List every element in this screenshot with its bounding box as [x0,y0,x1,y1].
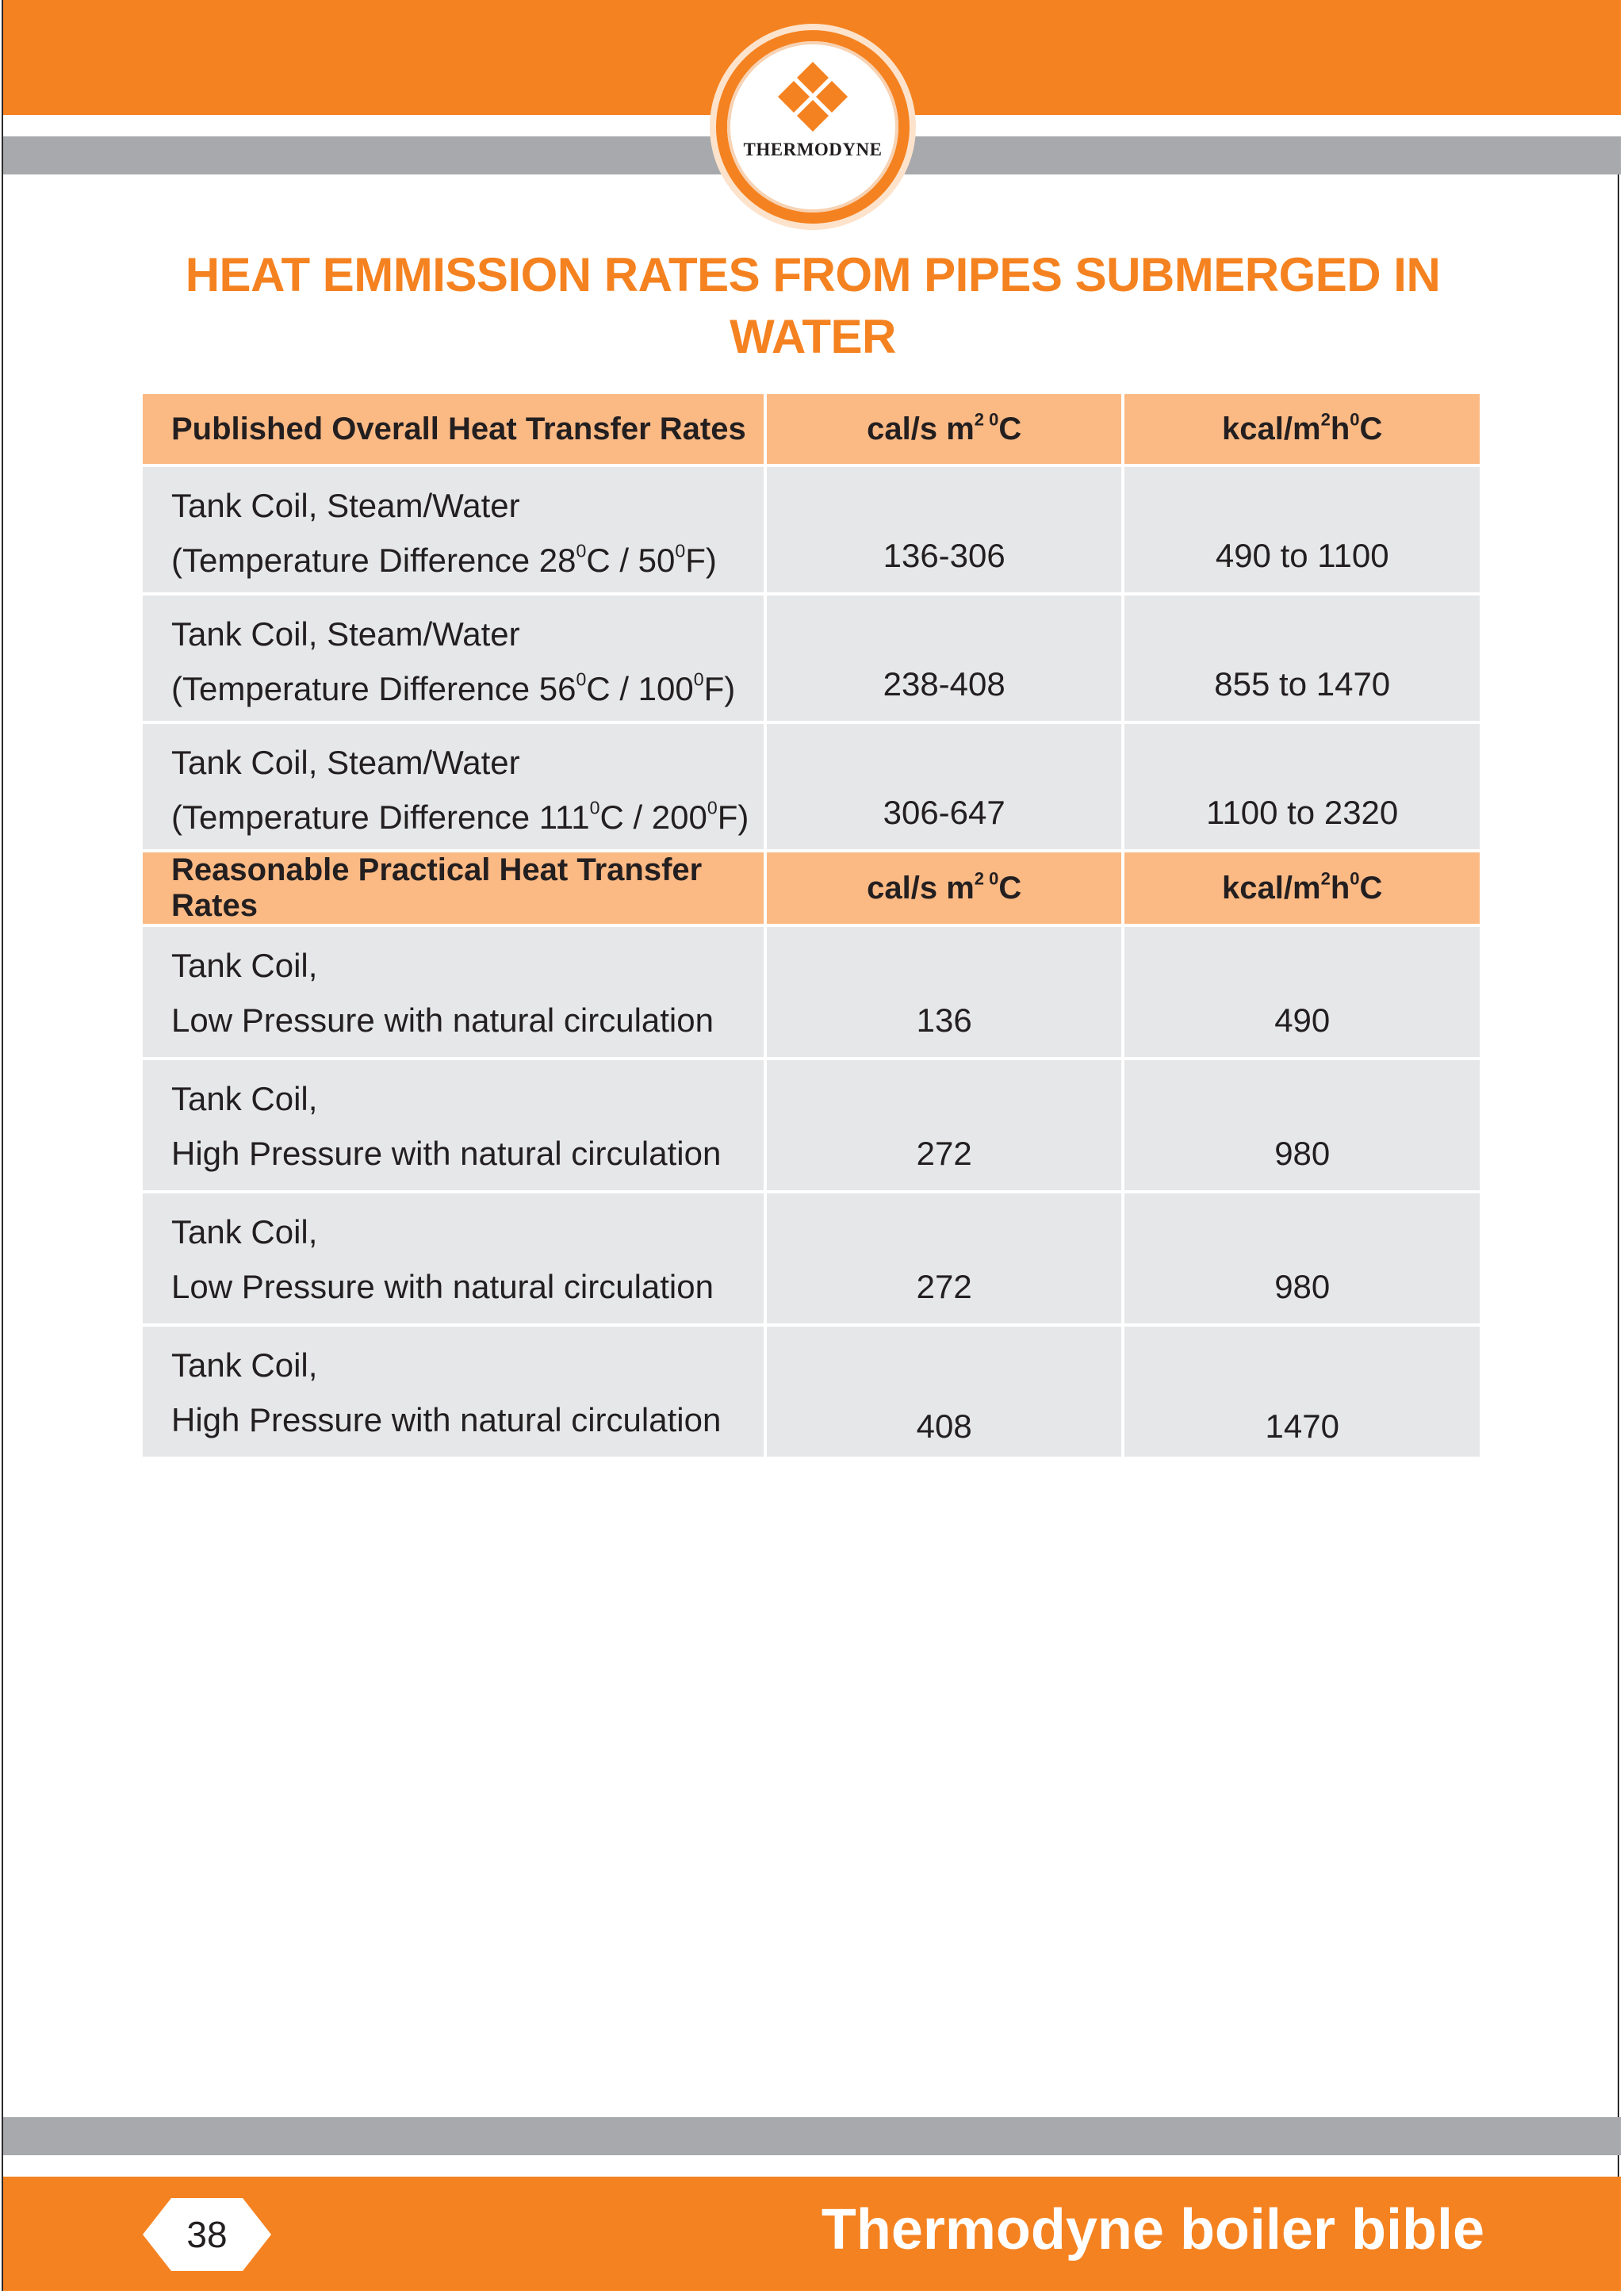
row-value-cal: 306-647 [767,724,1122,849]
table-row [143,467,1480,592]
row-value-kcal: 1100 to 2320 [1124,724,1480,849]
diamond-logo-icon [769,60,856,140]
table-row [143,1193,1480,1323]
row-value-kcal: 490 to 1100 [1124,467,1480,592]
row-label: Tank Coil, High Pressure with natural circulation [143,1060,764,1190]
table-row [143,1060,1480,1190]
header-cell-reasonable: Reasonable Practical Heat Transfer Rates [143,852,764,924]
heat-transfer-table [140,391,1483,1460]
footer-title: Thermodyne boiler bible [821,2198,1484,2261]
header-cell-kcal-unit: kcal/$m^2h^0C$ [1124,852,1480,924]
header-cell-cal-unit: cal/s $m^{2 0}C$ [767,394,1122,464]
row-label: Tank Coil, High Pressure with natural circulation [143,1327,764,1457]
row-value-cal: 136 [767,927,1122,1057]
row-value-kcal: 1470 [1124,1327,1480,1457]
row-label: Tank Coil, Steam/Water (Temperature Difference $28^0C / 50^0F$) [143,467,764,592]
header-cell-kcal-unit: kcal/$m^2h^0C$ [1124,394,1480,464]
page-title [143,244,1483,368]
header-cell-cal-unit: cal/s $m^{2 0}C$ [767,852,1122,924]
row-label: Tank Coil, Steam/Water (Temperature Difference $56^0C / 100^0F$) [143,596,764,721]
table-header-row [143,394,1480,464]
row-value-cal: 238-408 [767,596,1122,721]
title-line-2: WATER [730,310,896,363]
row-label: Tank Coil, Low Pressure with natural circulation [143,1193,764,1323]
row-value-kcal: 980 [1124,1193,1480,1323]
row-value-kcal: 490 [1124,927,1480,1057]
table-row [143,1327,1480,1457]
row-value-cal: 408 [767,1327,1122,1457]
table-row [143,927,1480,1057]
row-value-kcal: 855 to 1470 [1124,596,1480,721]
page-number: 38 [186,2214,228,2255]
header-cell-published: Published Overall Heat Transfer Rates [143,394,764,464]
logo-text: THERMODYNE [743,140,883,159]
footer-gray-band [3,2117,1621,2155]
title-line-1: HEAT EMMISSION RATES FROM PIPES SUBMERGED IN [185,248,1441,301]
table-row [143,724,1480,849]
row-value-cal: 272 [767,1193,1122,1323]
row-label: Tank Coil, Steam/Water (Temperature Difference $111^0C / 200^0F$) [143,724,764,849]
table-row [143,596,1480,721]
row-label: Tank Coil, Low Pressure with natural circulation [143,927,764,1057]
table-header-row [143,852,1480,924]
row-value-kcal: 980 [1124,1060,1480,1190]
row-value-cal: 272 [767,1060,1122,1190]
row-value-cal: 136-306 [767,467,1122,592]
